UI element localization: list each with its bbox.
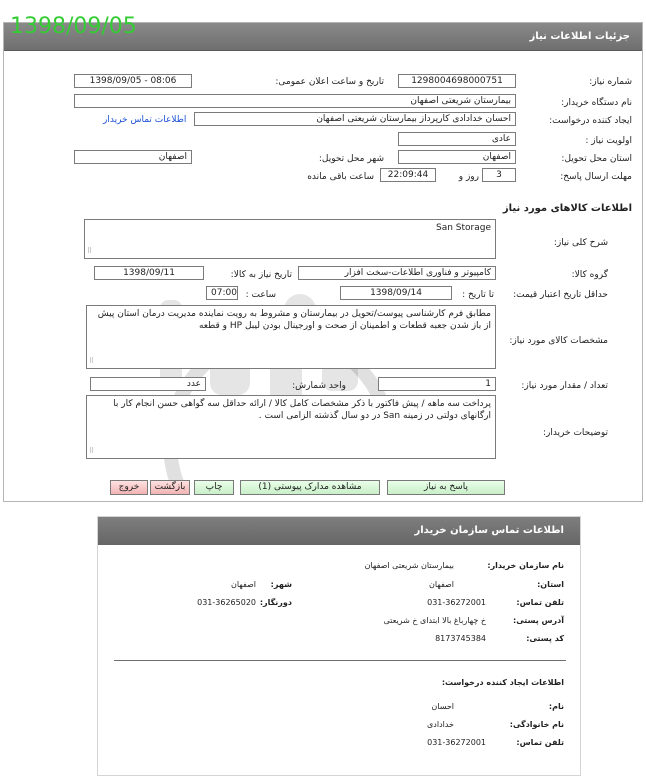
contact-phone-value: 031-36272001: [427, 598, 486, 607]
qty-label: تعداد / مقدار مورد نیاز:: [521, 381, 608, 391]
last-name-value: خدادادی: [427, 720, 454, 729]
buyer-org-label: نام دستگاه خریدار:: [561, 98, 632, 108]
province-field: اصفهان: [398, 150, 516, 164]
remaining-label: ساعت باقی مانده: [307, 172, 374, 182]
summary-text: San Storage: [435, 223, 491, 233]
org-name-value: بیمارستان شریعتی اصفهان: [364, 561, 454, 570]
need-date-label: تاریخ نیاز به کالا:: [230, 270, 292, 280]
goods-section-title: اطلاعات کالاهای مورد نیاز: [502, 203, 632, 214]
group-label: گروه کالا:: [571, 270, 608, 280]
first-name-value: احسان: [431, 702, 454, 711]
exit-button[interactable]: خروج: [110, 480, 148, 495]
hour-field: 07:00: [206, 286, 238, 300]
unit-field: عدد: [90, 377, 206, 391]
print-button[interactable]: چاپ: [194, 480, 234, 495]
city-field: اصفهان: [74, 150, 192, 164]
contact-divider: [114, 660, 566, 661]
creator-field: احسان خدادادی کارپرداز بیمارستان شریعتی اصفهان: [194, 112, 516, 126]
unit-label: واحد شمارش:: [292, 381, 346, 391]
contact-province-value: اصفهان: [428, 580, 454, 589]
panel-title: جزئیات اطلاعات نیاز: [529, 31, 630, 42]
until-date-field: 1398/09/14: [340, 286, 452, 300]
days-and-label: روز و: [458, 172, 479, 182]
contact-province-label: استان:: [537, 580, 564, 589]
resize-grip-icon: ⠿: [87, 247, 93, 255]
specs-label: مشخصات کالای مورد نیاز:: [509, 336, 608, 346]
creator-phone-label: تلفن تماس:: [516, 738, 564, 747]
buyer-contact-link[interactable]: اطلاعات تماس خریدار: [103, 115, 187, 125]
resize-grip-icon: ⠿: [89, 357, 95, 365]
need-number-field: 1298004698000751: [398, 74, 516, 88]
deadline-days-field: 3: [482, 168, 516, 182]
priority-field: عادی: [398, 132, 516, 146]
hour-label: ساعت :: [245, 290, 276, 300]
summary-textarea: [84, 219, 496, 259]
city-label: شهر محل تحویل:: [318, 154, 384, 164]
postal-label: کد پستی:: [526, 634, 564, 643]
contact-phone-label: تلفن تماس:: [516, 598, 564, 607]
announce-label: تاریخ و ساعت اعلان عمومی:: [275, 77, 384, 87]
buyer-org-field: بیمارستان شریعتی اصفهان: [74, 94, 516, 108]
fax-label: دورنگار:: [259, 598, 292, 607]
back-button[interactable]: بازگشت: [150, 480, 190, 495]
creator-phone-value: 031-36272001: [427, 738, 486, 747]
qty-field: 1: [378, 377, 496, 391]
attachments-button[interactable]: مشاهده مدارک پیوستی (1): [240, 480, 380, 495]
contact-city-label: شهر:: [270, 580, 292, 589]
contact-city-value: اصفهان: [230, 580, 256, 589]
creator-info-title: اطلاعات ایجاد کننده درخواست:: [441, 678, 564, 687]
notes-label: توضیحات خریدار:: [542, 428, 608, 438]
org-name-label: نام سازمان خریدار:: [487, 561, 564, 570]
need-date-field: 1398/09/11: [94, 266, 204, 280]
last-name-label: نام خانوادگی:: [509, 720, 564, 729]
group-field: کامپیوتر و فناوری اطلاعات-سخت افزار: [298, 266, 496, 280]
resize-grip-icon: ⠿: [89, 447, 95, 455]
contact-card-title: اطلاعات تماس سازمان خریدار: [414, 525, 564, 536]
validity-label: حداقل تاریخ اعتبار قیمت:: [513, 290, 608, 300]
priority-label: اولویت نیاز :: [585, 136, 632, 146]
until-date-label: تا تاریخ :: [462, 290, 494, 300]
creator-label: ایجاد کننده درخواست:: [549, 116, 632, 126]
buyer-contact-card: [97, 516, 581, 776]
fax-value: 031-36265020: [197, 598, 256, 607]
postal-value: 8173745384: [435, 634, 486, 643]
specs-textarea: [86, 305, 496, 369]
address-value: خ چهارباغ بالا ابتدای خ شریعتی: [383, 616, 486, 625]
notes-textarea: [86, 395, 496, 459]
deadline-time-field: 22:09:44: [380, 168, 436, 182]
province-label: استان محل تحویل:: [561, 154, 632, 164]
address-label: آدرس پستی:: [513, 616, 564, 625]
announce-field: 1398/09/05 - 08:06: [74, 74, 192, 88]
reply-button[interactable]: پاسخ به نیاز: [387, 480, 505, 495]
first-name-label: نام:: [548, 702, 564, 711]
date-stamp: 1398/09/05: [10, 14, 137, 39]
need-number-label: شماره نیاز:: [589, 77, 632, 87]
notes-text: پرداخت سه ماهه / پیش فاکتور با ذکر مشخصات کامل کالا / ارائه حداقل سه گواهی حسن انجام کار با ارگانهای دولتی در زمینه San در دو سال گذشته الزامی است .: [113, 399, 491, 421]
deadline-label: مهلت ارسال پاسخ:: [560, 172, 632, 182]
summary-label: شرح کلی نیاز:: [553, 238, 608, 248]
specs-text: مطابق فرم کارشناسی پیوست/تحویل در بیمارستان و مشروط به رویت نماینده مدیریت درمان استان پیش از باز شدن جعبه قطعات و اطمینان از صحت و اورجینال بودن لیبل HP و قطعه: [97, 309, 491, 331]
